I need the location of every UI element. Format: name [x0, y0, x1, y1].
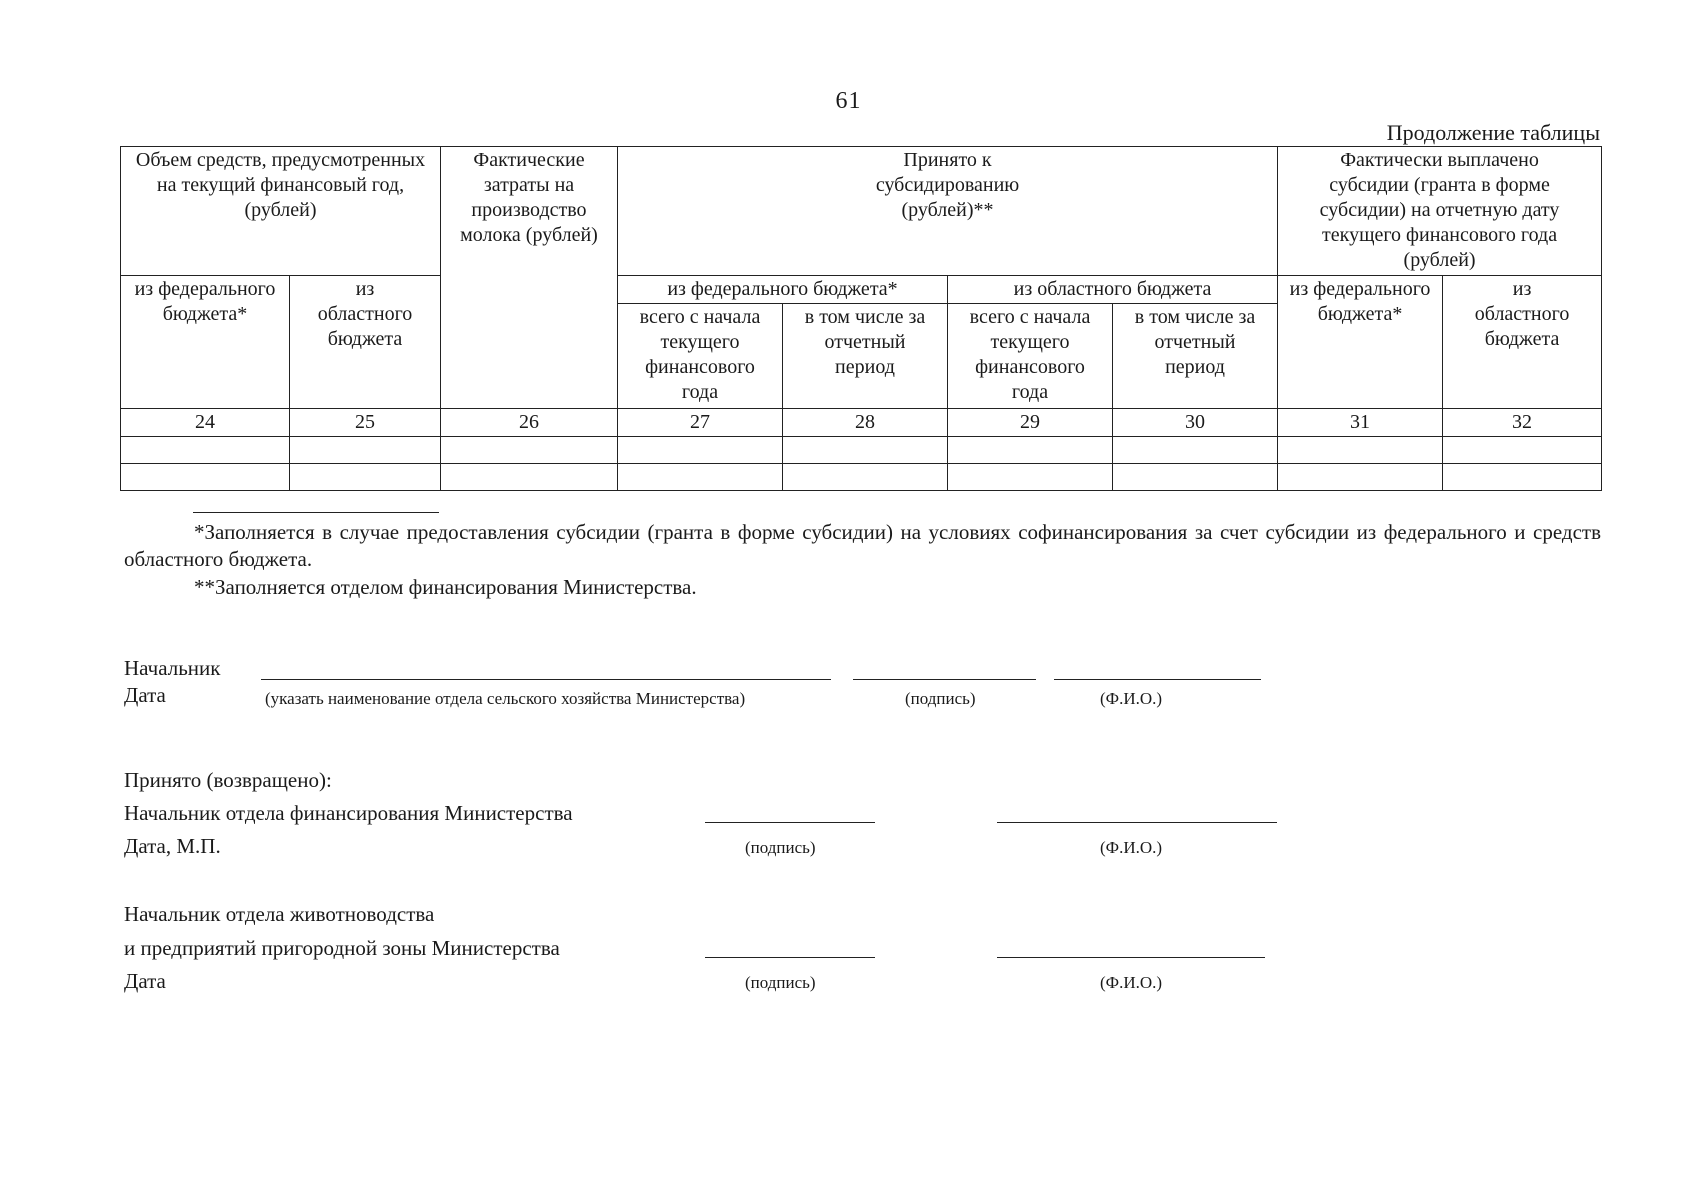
footnote-divider [193, 512, 439, 513]
header-regional-total: всего с начала текущего финансового года [948, 304, 1113, 409]
table-cell[interactable] [290, 437, 441, 464]
footnote-federal: *Заполняется в случае предоставления субсидии (гранта в форме субсидии) на условиях софинансирования за счет субсидии из федерального и средств областного бюджета. [124, 520, 1601, 571]
header-paid-regional: из областного бюджета [1443, 276, 1602, 409]
fio-hint: (Ф.И.О.) [1100, 838, 1163, 857]
accepted-label: Принято (возвращено): [124, 768, 332, 792]
table-cell[interactable] [1113, 464, 1278, 491]
signature-hint: (подпись) [905, 689, 976, 708]
table-cell[interactable] [441, 437, 618, 464]
header-volume: Объем средств, предусмотренных на текущий финансовый год, (рублей) [121, 147, 441, 276]
column-number: 24 [121, 409, 290, 437]
header-volume-regional: из областного бюджета [290, 276, 441, 409]
livestock-chief-label-2: и предприятий пригородной зоны Министерства [124, 936, 560, 960]
column-number-row [121, 409, 1602, 437]
header-paid: Фактически выплачено субсидии (гранта в форме субсидии) на отчетную дату текущего финансового года (рублей) [1278, 147, 1602, 276]
table-cell[interactable] [121, 437, 290, 464]
table-cell[interactable] [121, 464, 290, 491]
table-row [121, 437, 1602, 464]
table-cell[interactable] [783, 464, 948, 491]
header-volume-federal: из федерального бюджета* [121, 276, 290, 409]
table-cell[interactable] [290, 464, 441, 491]
fio-hint: (Ф.И.О.) [1100, 689, 1163, 708]
signature-hint: (подпись) [745, 973, 816, 992]
fio-line[interactable] [1054, 679, 1261, 680]
signature-line[interactable] [705, 822, 875, 823]
table-cell[interactable] [1113, 437, 1278, 464]
column-number: 25 [290, 409, 441, 437]
column-number: 32 [1443, 409, 1602, 437]
table-cell[interactable] [1278, 437, 1443, 464]
table-cell[interactable] [1278, 464, 1443, 491]
footnote-finance-dept: **Заполняется отделом финансирования Министерства. [194, 575, 697, 599]
date-stamp-label: Дата, М.П. [124, 834, 221, 858]
column-number: 27 [618, 409, 783, 437]
table-cell[interactable] [618, 464, 783, 491]
table-cell[interactable] [1443, 437, 1602, 464]
header-accepted-regional: из областного бюджета [948, 276, 1278, 304]
column-number: 26 [441, 409, 618, 437]
column-number: 31 [1278, 409, 1443, 437]
signature-hint: (подпись) [745, 838, 816, 857]
header-accepted: Принято к субсидированию (рублей)** [618, 147, 1278, 276]
header-regional-period: в том числе за отчетный период [1113, 304, 1278, 409]
table-cell[interactable] [1443, 464, 1602, 491]
table-cell[interactable] [783, 437, 948, 464]
department-name-line[interactable] [261, 679, 831, 680]
signature-line[interactable] [705, 957, 875, 958]
table-cell[interactable] [948, 464, 1113, 491]
fio-line[interactable] [997, 822, 1277, 823]
livestock-chief-label: Начальник отдела животноводства [124, 902, 435, 926]
department-hint: (указать наименование отдела сельского хозяйства Министерства) [265, 689, 746, 708]
signature-line[interactable] [853, 679, 1036, 680]
subsidy-report-table [120, 146, 1602, 491]
column-number: 29 [948, 409, 1113, 437]
column-number: 28 [783, 409, 948, 437]
date-label: Дата [124, 683, 166, 707]
header-accepted-federal: из федерального бюджета* [618, 276, 948, 304]
fio-hint: (Ф.И.О.) [1100, 973, 1163, 992]
header-paid-federal: из федерального бюджета* [1278, 276, 1443, 409]
header-federal-total: всего с начала текущего финансового года [618, 304, 783, 409]
continuation-label: Продолжение таблицы [1386, 120, 1600, 145]
fio-line[interactable] [997, 957, 1265, 958]
header-federal-period: в том числе за отчетный период [783, 304, 948, 409]
table-row [121, 464, 1602, 491]
table-cell[interactable] [441, 464, 618, 491]
table-cell[interactable] [618, 437, 783, 464]
table-cell[interactable] [948, 437, 1113, 464]
chief-label: Начальник [124, 656, 221, 680]
column-number: 30 [1113, 409, 1278, 437]
page-number: 61 [835, 88, 862, 114]
header-actual-costs: Фактические затраты на производство молока (рублей) [441, 147, 618, 409]
finance-chief-label: Начальник отдела финансирования Министерства [124, 801, 573, 825]
date-label: Дата [124, 969, 166, 993]
